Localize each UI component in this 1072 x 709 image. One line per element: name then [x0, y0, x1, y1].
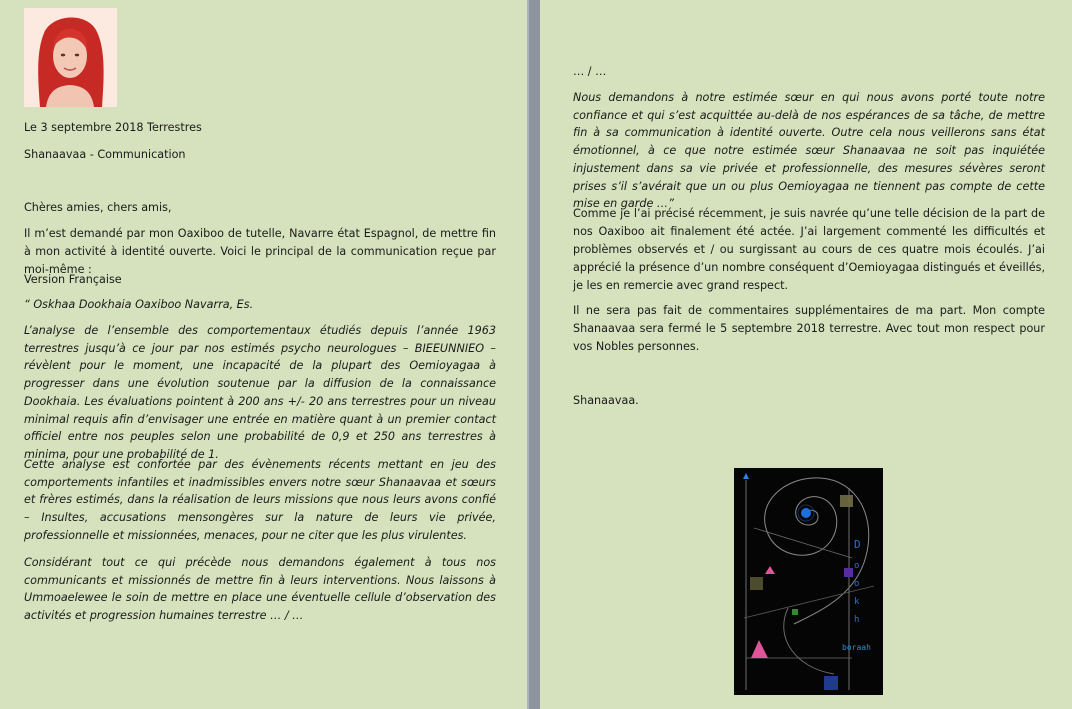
art-word: boraah — [842, 643, 871, 652]
quote-paragraph-4: Nous demandons à notre estimée sœur en qui nous avons porté toute notre confiance et qui s’est acquittée au-delà de nos espérances de sa tâche, de mettre fin à sa communication à identité ouverte. Outre cela nous veillerons sans état émotionnel, à ce que notre estimée sœur Shanaavaa ne soit pas inquiétée injustement dans sa vie privée et professionnelle, des mesures sévères seront prises s’il s’avérait que un ou plus Oemioyagaa ne tiennent pas compte de cette mise en garde …” — [573, 91, 1045, 211]
version-label: Version Française — [24, 273, 122, 286]
signature: Shanaavaa. — [573, 394, 639, 407]
art-letter-o2: o — [854, 579, 860, 589]
art-letter-d: D — [854, 538, 861, 551]
letter-sender: Shanaavaa - Communication — [24, 148, 186, 161]
letter-date: Le 3 septembre 2018 Terrestres — [24, 121, 202, 134]
left-page — [0, 0, 527, 709]
author-paragraph-2: Il ne sera pas fait de commentaires supplémentaires de ma part. Mon compte Shanaavaa sera fermé le 5 septembre 2018 terrestre. Avec tout mon respect pour vos Nobles personnes. — [573, 304, 1045, 353]
art-letter-h: h — [854, 615, 860, 625]
author-photo-image — [24, 8, 117, 107]
art-letter-k: k — [854, 597, 860, 607]
author-paragraph-1: Comme je l’ai précisé récemment, je suis navrée qu’une telle décision de la part de nos Oaxiboo ait finalement été actée. J’ai largement commenté les difficultés et problèmes observés et / ou surgissant au cours de ces quatre mois écoulés. J’ai apprécié la présence d’un nombre conséquent d’Oemioyagaa distingués et éveillés, je les en remercie avec grand respect. — [573, 207, 1045, 292]
letter-greeting: Chères amies, chers amis, — [24, 201, 172, 214]
artwork-image — [734, 468, 883, 695]
artwork-graphic — [734, 468, 883, 695]
quote-paragraph-1: L’analyse de l’ensemble des comportementaux étudiés depuis l’année 1963 terrestres jusqu’à ce jour par nos estimés psycho neurologues – BIEEUNNIEO – révèlent pour le moment, une incapacité de la plupart des Oemioyagaa à progresser dans une évolution soutenue par la diffusion de la connaissance Dookhaia. Les évaluations pointent à 200 ans +/- 20 ans terrestres pour un niveau minimal requis afin d’envisager une entrée en matière quant à un premier contact officiel entre nos peuples selon une probabilité de 0,9 et 250 ans terrestres à minima, pour une probabilité de 1. — [24, 324, 496, 461]
quote-header: “ Oskhaa Dookhaia Oaxiboo Navarra, Es. — [24, 298, 254, 311]
page-gutter — [527, 0, 540, 709]
art-letter-o1: o — [854, 561, 860, 571]
quote-paragraph-3: Considérant tout ce qui précède nous demandons également à tous nos communicants et missionnés de mettre fin à leurs interventions. Nous laissons à Ummoaelewee le soin de mettre en place une éventuelle cellule d’observation des activités et progression humaines terrestre … / … — [24, 556, 496, 623]
letter-intro: Il m’est demandé par mon Oaxiboo de tutelle, Navarre état Espagnol, de mettre fin à mon activité à identité ouverte. Voici le principal de la communication reçue par moi-même : — [24, 227, 496, 276]
author-photo — [24, 8, 117, 107]
quote-paragraph-2: Cette analyse est confortée par des évènements récents mettant en jeu des comportements infantiles et inadmissibles envers notre sœur Shanaavaa et sœurs et frères estimés, dans la réalisation de leurs missions que nous leurs avons confié – Insultes, accusations mensongères sur la nature de leurs vie privée, professionnelle et missionnées, menaces, pour ne citer que les plus virulentes. — [24, 458, 496, 542]
continuation-mark: … / … — [573, 65, 607, 78]
